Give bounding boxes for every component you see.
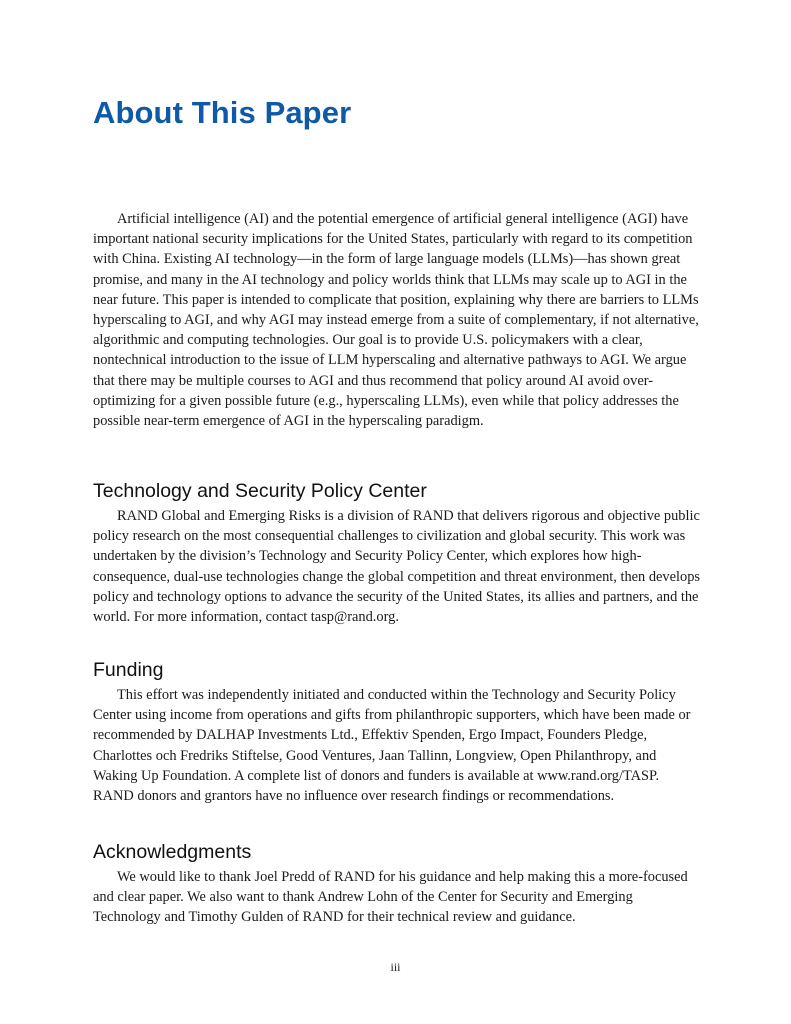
section-funding: [93, 658, 701, 806]
section-paragraph: RAND Global and Emerging Risks is a division of RAND that delivers rigorous and objective public policy research on the most consequential challenges to civilization and global security. This work was undertaken by the division’s Technology and Security Policy Center, which explores how high-consequence, dual-use technologies change the global competition and threat environment, then develops policy and technology options to advance the security of the United States, its allies and partners, and the world. For more information, contact tasp@rand.org.: [93, 508, 701, 626]
section-paragraph: This effort was independently initiated and conducted within the Technology and Security Policy Center using income from operations and gifts from philanthropic supporters, which have been made or recommended by DALHAP Investments Ltd., Effektiv Spenden, Ergo Impact, Founders Pledge, Charlottes och Fredriks Stiftelse, Good Ventures, Jaan Tallinn, Longview, Open Philanthropy, and Waking Up Foundation. A complete list of donors and funders is available at www.rand.org/TASP. RAND donors and grantors have no influence over research findings or recommendations.: [93, 687, 691, 805]
page-title: About This Paper: [93, 95, 352, 130]
section-heading: Technology and Security Policy Center: [93, 480, 427, 502]
section-paragraph: We would like to thank Joel Predd of RAND for his guidance and help making this a more-focused and clear paper. We also want to thank Andrew Lohn of the Center for Security and Emerging Technology and Timothy Gulden of RAND for their technical review and guidance.: [93, 869, 688, 926]
section-heading: Funding: [93, 659, 164, 681]
section-heading: Acknowledgments: [93, 841, 252, 863]
page-number: iii: [390, 960, 401, 974]
section-technology-security-policy-center: [93, 479, 701, 627]
section-acknowledgments: [93, 840, 701, 928]
intro-paragraph: Artificial intelligence (AI) and the potential emergence of artificial general intelligence (AGI) have important national security implications for the United States, particularly with regard to its competition with China. Existing AI technology—in the form of large language models (LLMs)—has shown great promise, and many in the AI technology and policy worlds think that LLMs may scale up to AGI in the near future. This paper is intended to complicate that position, explaining why there are barriers to LLMs hyperscaling to AGI, and why AGI may instead emerge from a suite of complementary, if not alternative, algorithmic and computing technologies. Our goal is to provide U.S. policymakers with a clear, nontechnical introduction to the issue of LLM hyperscaling and alternative pathways to AGI. We argue that there may be multiple courses to AGI and thus recommend that policy around AI avoid over-optimizing for a given possible future (e.g., hyperscaling LLMs), even while that policy addresses the possible near-term emergence of AGI in the hyperscaling paradigm.: [93, 211, 699, 430]
intro-section: [93, 209, 701, 431]
